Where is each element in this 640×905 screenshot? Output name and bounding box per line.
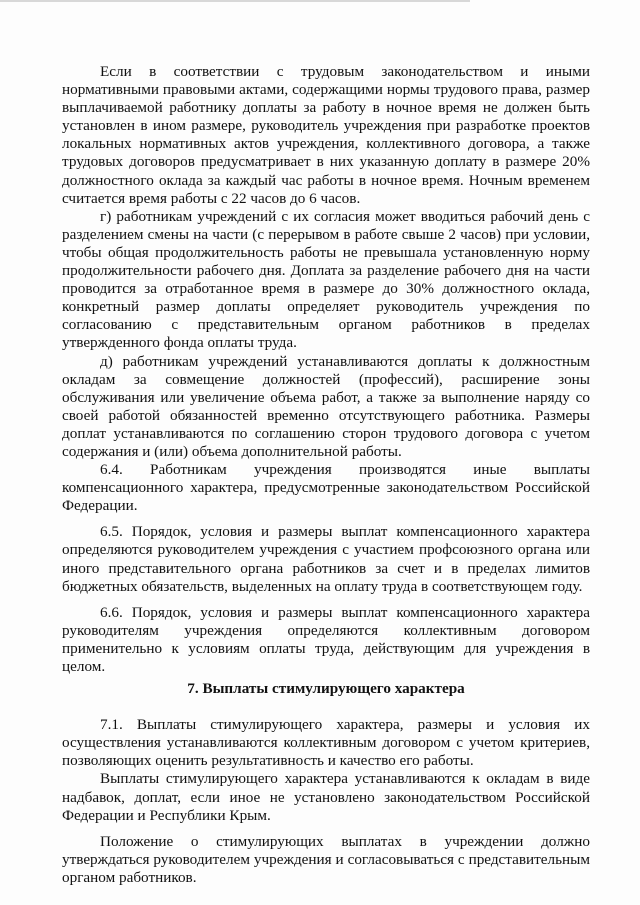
paragraph-combined-positions: д) работникам учреждений устанавливаются доплаты к должностным окладам за совмещение должностей (профессий), расширение зоны обслуживания или увеличение объема работ, а также за выполнение наряду со своей работой обязанностей временно отсутствующего работника. Размеры доплат устанавливаются по соглашению сторон трудового договора с учетом содержания и (или) объема дополнительной работы.: [62, 352, 590, 460]
paragraph-night-work-pay: Если в соответствии с трудовым законодательством и иными нормативными правовыми актами, содержащими нормы трудового права, размер выплачиваемой работнику доплаты за работу в ночное время не должен быть установлен в ином размере, руководитель учреждения при разработке проектов локальных нормативных актов учреждения, коллективного договора, а также трудовых договоров предусматривает в них указанную доплату в размере 20% должностного оклада за каждый час работы в ночное время. Ночным временем считается время работы с 22 часов до 6 часов.: [62, 63, 590, 207]
top-scan-edge: [0, 0, 470, 2]
paragraph-7-1: 7.1. Выплаты стимулирующего характера, размеры и условия их осуществления устанавливаются коллективным договором с учетом критериев, позволяющих оценить результативность и качество его работы.: [62, 716, 590, 770]
paragraph-6-6: 6.6. Порядок, условия и размеры выплат компенсационного характера руководителям учреждения определяются коллективным договором применительно к условиям оплаты труда, действующим для учреждения в целом.: [62, 603, 590, 675]
paragraph-incentive-regulation: Положение о стимулирующих выплатах в учреждении должно утверждаться руководителем учреждения и согласовываться с представительным органом работников.: [62, 832, 590, 886]
paragraph-6-5: 6.5. Порядок, условия и размеры выплат компенсационного характера определяются руководителем учреждения с участием профсоюзного органа или иного представительного органа работников за счет и в пределах лимитов бюджетных обязательств, выделенных на оплату труда в соответствующем году.: [62, 523, 590, 595]
paragraph-6-4: 6.4. Работникам учреждения производятся иные выплаты компенсационного характера, предусмотренные законодательством Российской Федерации.: [62, 461, 590, 515]
document-body: [62, 63, 590, 887]
paragraph-split-shift: г) работникам учреждений с их согласия может вводиться рабочий день с разделением смены на части (с перерывом в работе свыше 2 часов) при условии, чтобы общая продолжительность работы не превышала установленную норму продолжительности рабочего дня. Доплата за разделение рабочего дня на части проводится за отработанное время в размере до 30% должностного оклада, конкретный размер доплаты определяет руководитель учреждения по согласованию с представительным органом работников в пределах утвержденного фонда оплаты труда.: [62, 207, 590, 352]
section-heading: 7. Выплаты стимулирующего характера: [187, 680, 465, 698]
paragraph-incentive-forms: Выплаты стимулирующего характера устанавливаются к окладам в виде надбавок, доплат, если иное не установлено законодательством Российской Федерации и Республики Крым.: [62, 770, 590, 824]
